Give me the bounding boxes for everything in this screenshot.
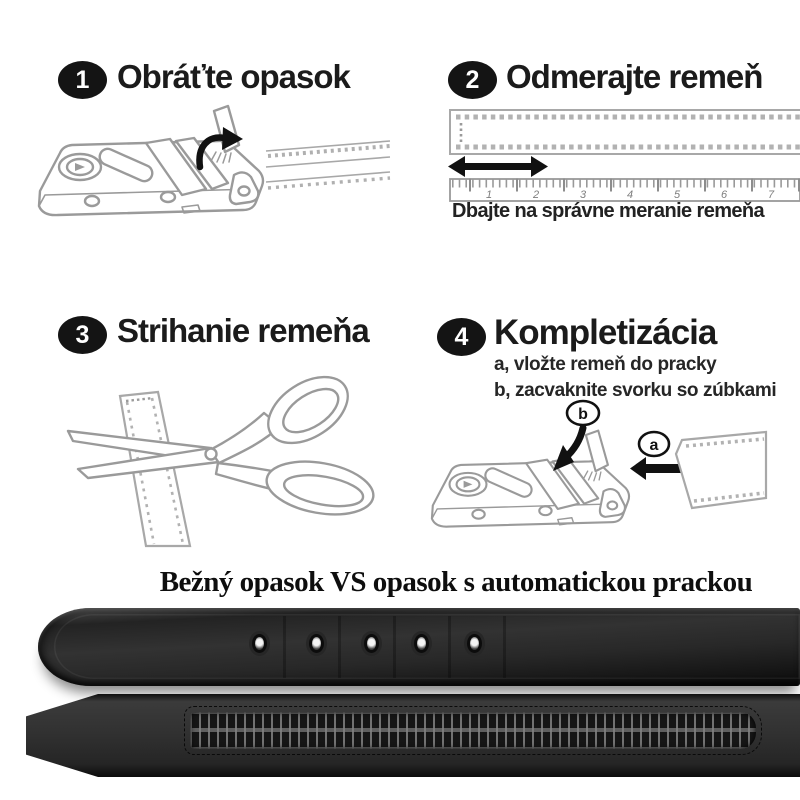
- step-4-number: 4: [454, 322, 469, 351]
- svg-text:a: a: [649, 437, 659, 454]
- belt-creases: [233, 616, 533, 678]
- label-a-icon: [639, 432, 669, 456]
- automatic-belt-photo: [26, 694, 800, 777]
- belt-hole: [312, 637, 321, 650]
- ruler-number: 1: [486, 189, 493, 201]
- step-1-number: 1: [75, 65, 90, 94]
- insert-arrow-icon: [630, 457, 682, 480]
- step-2-number: 2: [465, 65, 480, 94]
- step-3-title: Strihanie remeňa: [117, 312, 369, 349]
- scissors-icon: [68, 368, 378, 522]
- step-4-title: Kompletizácia: [494, 313, 717, 352]
- step-4-note-a: a, vložte remeň do pracky: [494, 354, 717, 375]
- step-3-number: 3: [75, 320, 90, 349]
- assembly-illustration: [420, 398, 798, 548]
- step-1-badge: [58, 61, 107, 99]
- belt-hole: [417, 637, 426, 650]
- step-2-title: Odmerajte remeň: [506, 58, 763, 95]
- strap-drawing: [450, 110, 800, 154]
- strap-piece-drawing: [676, 432, 766, 508]
- step-4-badge: [437, 318, 486, 356]
- belt-hole: [367, 637, 376, 650]
- step-3-badge: [58, 316, 107, 354]
- regular-belt-photo: [38, 608, 800, 686]
- ruler-number: 2: [533, 189, 540, 201]
- belt-hole: [255, 637, 264, 650]
- step-1-title: Obráťte opasok: [117, 58, 350, 95]
- belt-hole: [470, 637, 479, 650]
- comparison-title: Bežný opasok VS opasok s automatickou prackou: [159, 566, 753, 598]
- ratchet-track: [190, 712, 756, 749]
- ruler-number: 6: [721, 189, 728, 201]
- ruler-number: 7: [768, 189, 775, 201]
- strap-drawing: [266, 141, 390, 188]
- ruler-drawing: [450, 179, 800, 201]
- label-b-icon: [567, 401, 599, 425]
- ruler-number: 3: [580, 189, 587, 201]
- measuring-illustration: [448, 108, 800, 203]
- buckle-flip-illustration: [30, 103, 392, 241]
- svg-text:b: b: [578, 406, 588, 423]
- ruler-number: 5: [674, 189, 681, 201]
- step-2-badge: [448, 61, 497, 99]
- step-2-caption: Dbajte na správne meranie remeňa: [452, 200, 765, 222]
- ruler-number: 4: [627, 189, 634, 201]
- step-4-note-b: b, zacvaknite svorku so zúbkami: [494, 380, 777, 401]
- belt-buckle-drawing: [39, 106, 263, 215]
- cutting-illustration: [58, 368, 393, 548]
- measure-arrow-icon: [448, 156, 548, 177]
